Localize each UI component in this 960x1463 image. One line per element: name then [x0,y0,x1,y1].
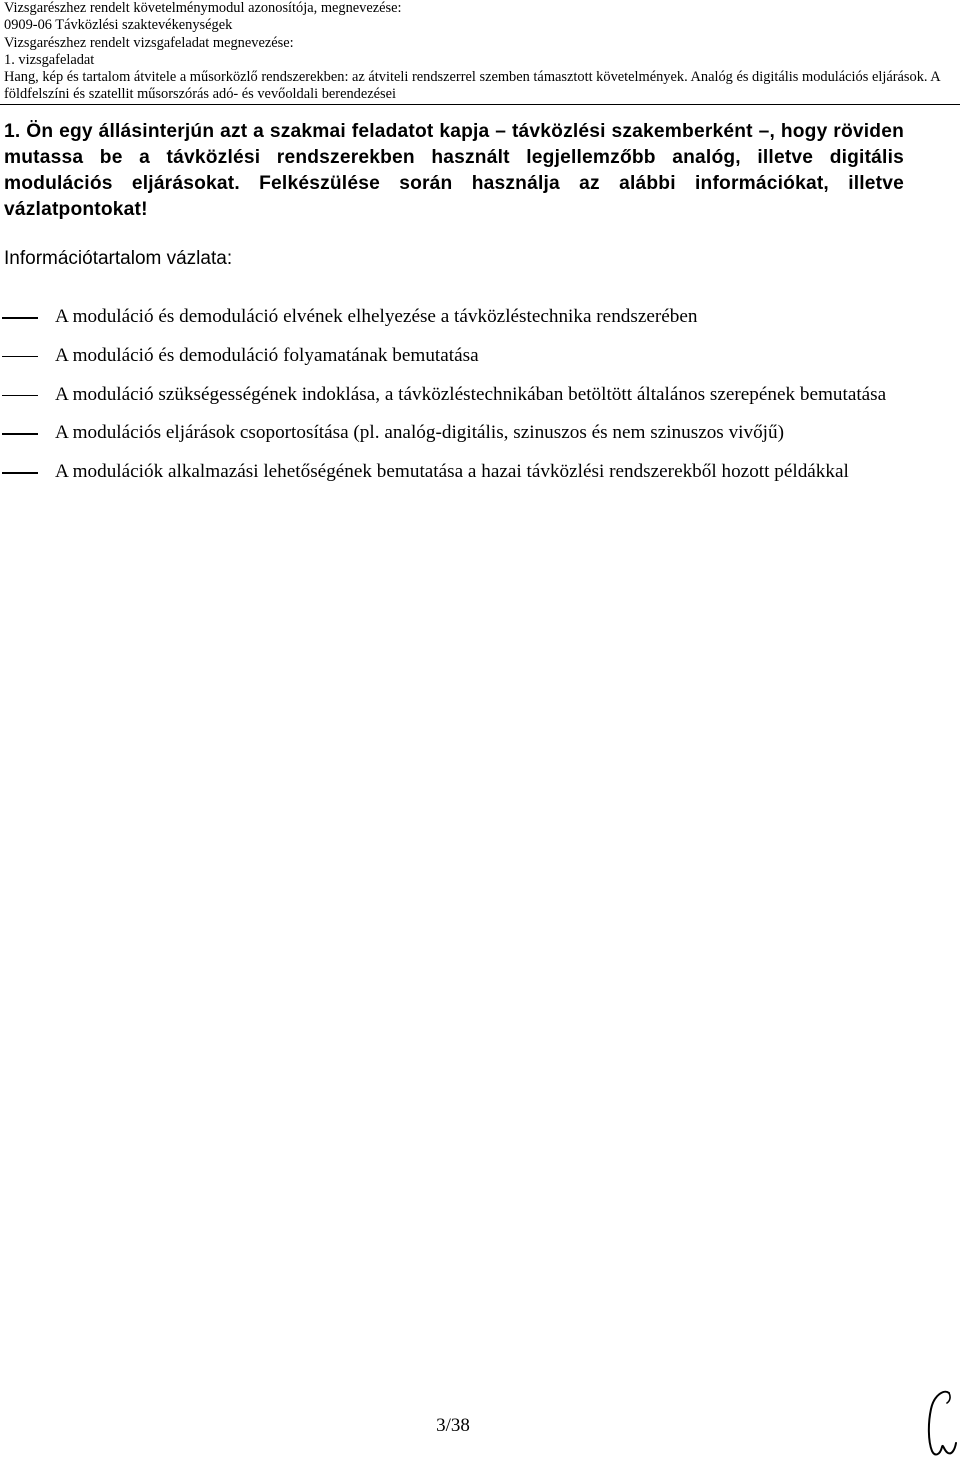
header-line-task-label: Vizsgarészhez rendelt vizsgafeladat megnevezése: [4,34,294,51]
dash-bullet [2,356,38,358]
outline-item-text: A moduláció szükségességének indoklása, a távközléstechnikában betöltött általános szerepének bemutatása [55,383,887,405]
signature-mark [922,1385,960,1463]
outline-item-text: A modulációk alkalmazási lehetőségének bemutatása a hazai távközlési rendszerekből hozott példákkal [55,461,849,483]
outline-item [0,414,940,453]
outline-item-text: A modulációs eljárások csoportosítása (pl. analóg-digitális, szinuszos és nem szinuszos vivőjű) [55,422,784,444]
outline-title: Információtartalom vázlata: [4,248,233,269]
outline-item [0,453,940,492]
header-line-module-name: 0909-06 Távközlési szaktevékenységek [4,17,233,34]
outline-list [0,298,940,492]
dash-bullet [2,395,38,397]
header-line-task-description: Hang, kép és tartalom átvitele a műsorközlő rendszerekben: az átviteli rendszerrel szemben támasztott követelmények. Analóg és digitális modulációs eljárások. A földfelszíni és szatellit műsorszórás adó- és vevőoldali berendezései [4,69,940,103]
outline-item-text: A moduláció és demoduláció folyamatának bemutatása [55,344,479,366]
document-header [4,0,956,104]
header-line-module-label: Vizsgarészhez rendelt követelménymodul azonosítója, megnevezése: [4,0,402,16]
dash-bullet [2,317,38,319]
task-statement: 1. Ön egy állásinterjún azt a szakmai feladatot kapja – távközlési szakemberként –, hogy röviden mutassa be a távközlési rendszerekben használt legjellemzőbb analóg, illetve digitális modulációs eljárásokat. Felkészülése során használja az alábbi információkat, illetve vázlatpontokat! [4,121,904,220]
outline-item-text: A moduláció és demoduláció elvének elhelyezése a távközléstechnika rendszerében [55,306,698,327]
dash-bullet [2,472,38,474]
dash-bullet [2,433,38,435]
page-number: 3/38 [436,1415,470,1436]
outline-item [0,298,940,337]
outline-item [0,376,940,415]
outline-item [0,337,940,376]
header-line-task-number: 1. vizsgafeladat [4,51,95,68]
header-divider [0,104,960,105]
